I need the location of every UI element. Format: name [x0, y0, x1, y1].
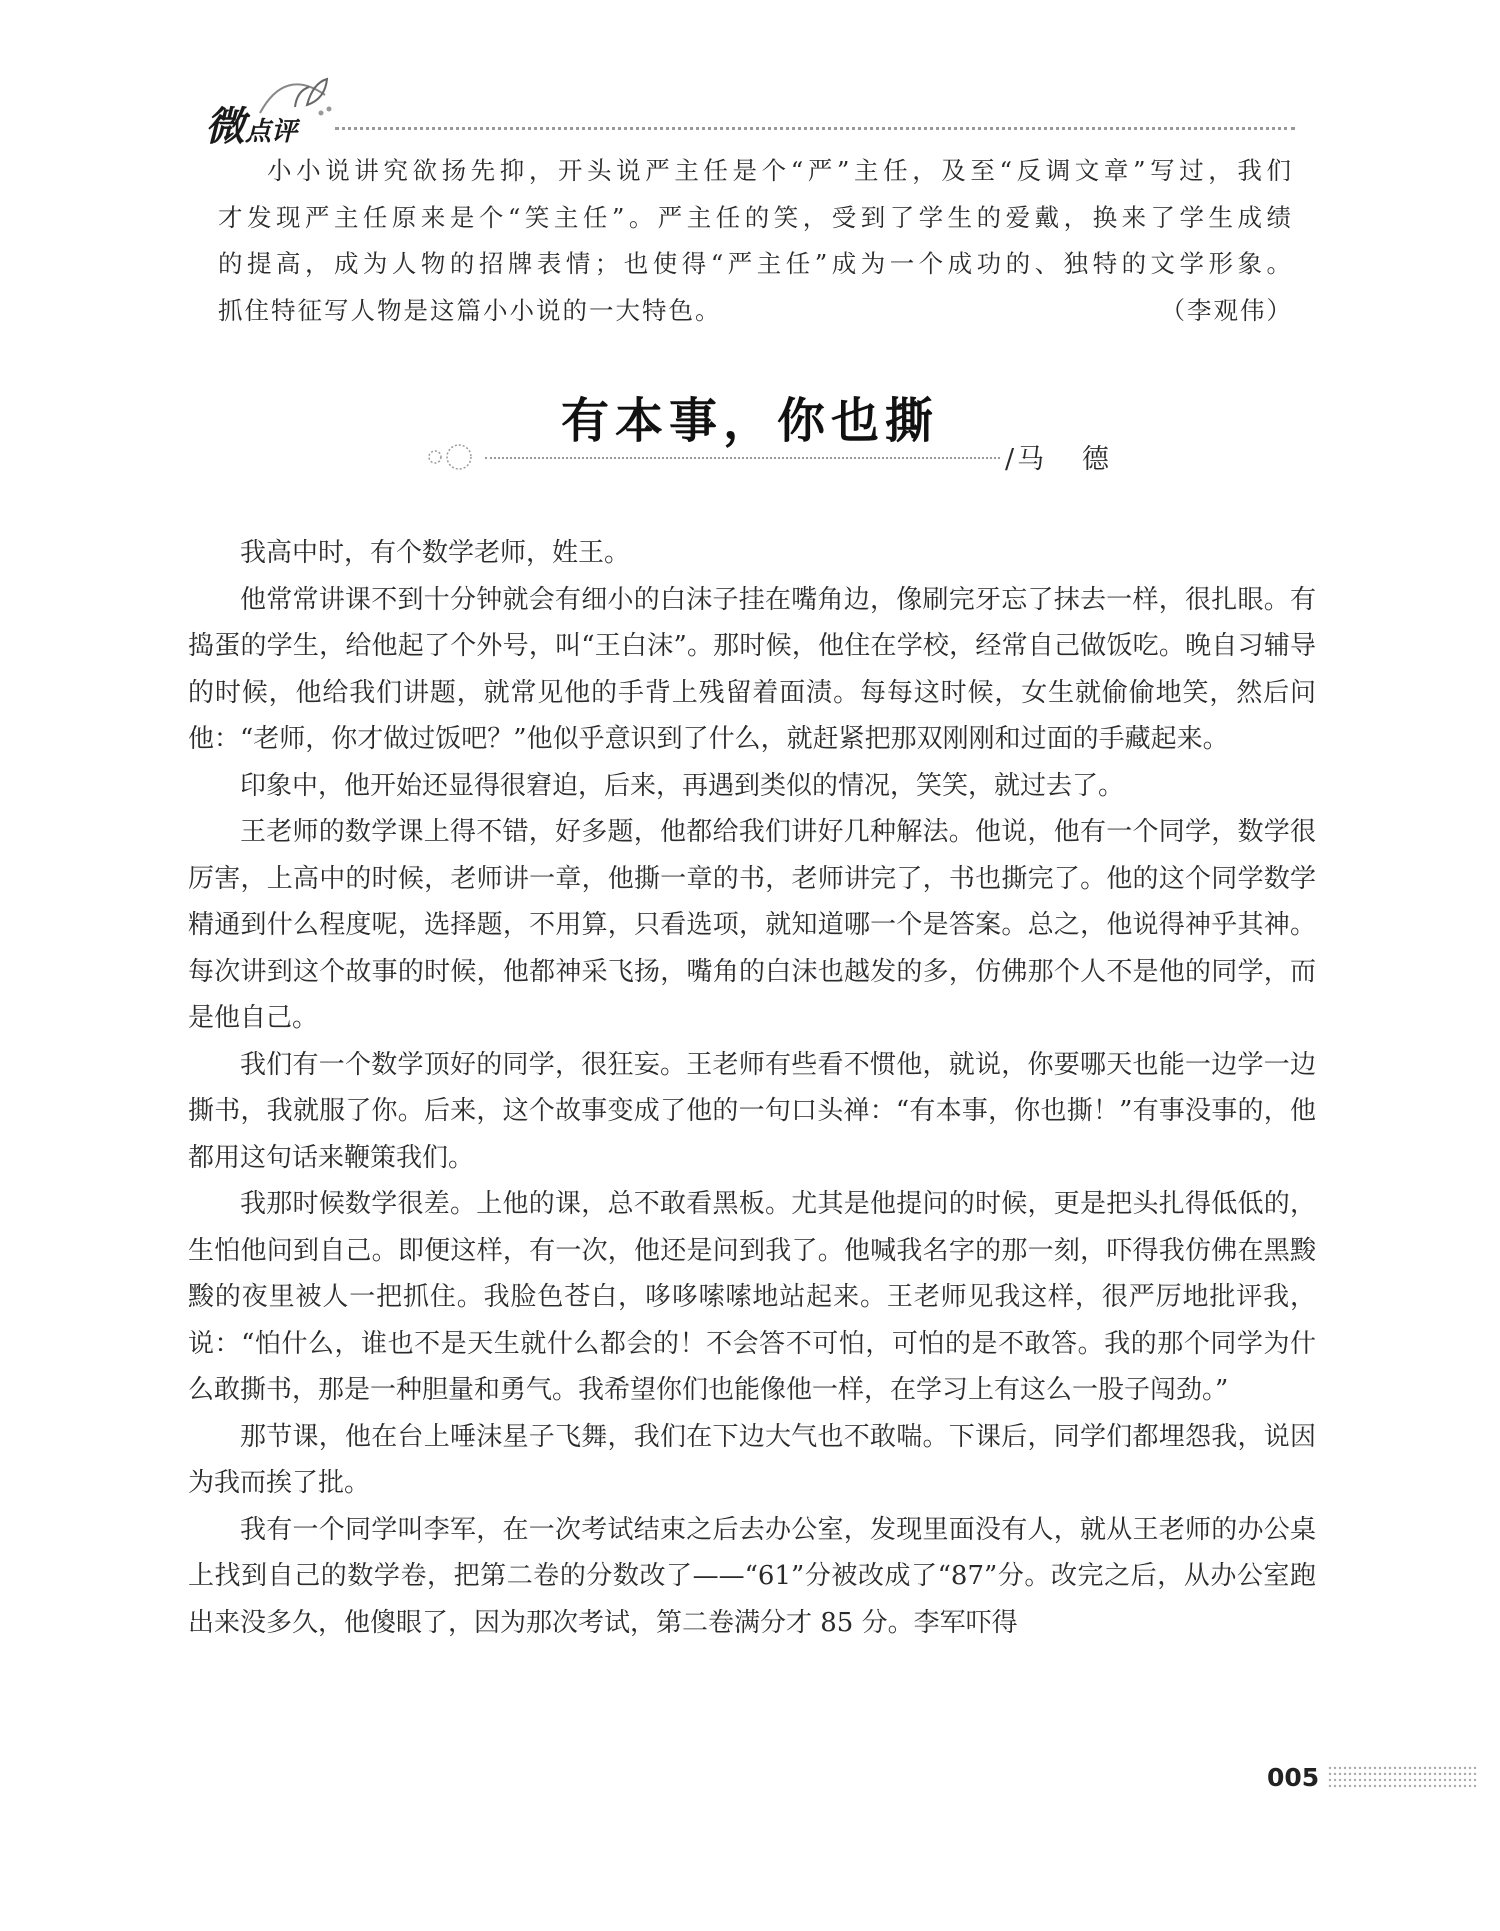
footer-dot-grid-icon	[1328, 1765, 1478, 1789]
author-byline: /马 德	[1005, 444, 1112, 475]
review-badge	[205, 95, 297, 152]
article-paragraph: 那节课，他在台上唾沫星子飞舞，我们在下边大气也不敢喘。下课后，同学们都埋怨我，说因为我而挨了批。	[188, 1421, 1316, 1498]
review-last-line	[218, 288, 1293, 335]
article-title: 有本事，你也撕	[560, 393, 939, 449]
article-paragraph: 我们有一个数学顶好的同学，很狂妄。王老师有些看不惯他，就说，你要哪天也能一边学一边撕书，我就服了你。后来，这个故事变成了他的一句口头禅：“有本事，你也撕！”有事没事的，他都用这句话来鞭策我们。	[188, 1049, 1316, 1173]
article-paragraph: 他常常讲课不到十分钟就会有细小的白沫子挂在嘴角边，像刷完牙忘了抹去一样，很扎眼。有捣蛋的学生，给他起了个外号，叫“王白沫”。那时候，他住在学校，经常自己做饭吃。晚自习辅导的时候，他给我们讲题，就常见他的手背上残留着面渍。每每这时候，女生就偷偷地笑，然后问他：“老师，你才做过饭吧？”他似乎意识到了什么，就赶紧把那双刚刚和过面的手藏起来。	[188, 584, 1316, 754]
review-badge-small: 点评	[245, 117, 298, 147]
review-line: 小小说讲究欲扬先抑，开头说严主任是个“严”主任，及至“反调文章”写过，我们	[267, 156, 1293, 185]
decorative-circles-icon	[425, 439, 485, 475]
review-line: 才发现严主任原来是个“笑主任”。严主任的笑，受到了学生的爱戴，换来了学生成绩	[218, 202, 1293, 232]
review-header	[205, 65, 1295, 150]
article-paragraph: 我高中时，有个数学老师，姓王。	[240, 538, 631, 568]
article-paragraph: 王老师的数学课上得不错，好多题，他都给我们讲好几种解法。他说，他有一个同学，数学很厉害，上高中的时候，老师讲一章，他撕一章的书，老师讲完了，书也撕完了。他的这个同学数学精通到什么程度呢，选择题，不用算，只看选项，就知道哪一个是答案。总之，他说得神乎其神。每次讲到这个故事的时候，他都神采飞扬，嘴角的白沫也越发的多，仿佛那个人不是他的同学，而是他自己。	[188, 817, 1316, 1033]
review-line: 的提高，成为人物的招牌表情；也使得“严主任”成为一个成功的、独特的文学形象。	[218, 249, 1293, 278]
article-paragraph: 我有一个同学叫李军，在一次考试结束之后去办公室，发现里面没有人，就从王老师的办公桌上找到自己的数学卷，把第二卷的分数改了——“61”分被改成了“87”分。改完之后，从办公室跑出来没多久，他傻眼了，因为那次考试，第二卷满分才 85 分。李军吓得	[188, 1514, 1316, 1638]
review-signature: （李观伟）	[1160, 295, 1293, 325]
byline-row	[425, 437, 1112, 477]
review-badge-big: 微	[205, 104, 245, 150]
article-body	[188, 530, 1316, 1646]
article-paragraph: 印象中，他开始还显得很窘迫，后来，再遇到类似的情况，笑笑，就过去了。	[240, 770, 1125, 801]
review-text	[218, 148, 1293, 334]
byline-divider	[485, 457, 1000, 459]
review-line: 抓住特征写人物是这篇小小说的一大特色。	[218, 295, 722, 325]
page-number: 005	[1267, 1763, 1320, 1792]
article-paragraph: 我那时候数学很差。上他的课，总不敢看黑板。尤其是他提问的时候，更是把头扎得低低的，生怕他问到自己。即便这样，有一次，他还是问到我了。他喊我名字的那一刻，吓得我仿佛在黑黢黢的夜里被人一把抓住。我脸色苍白，哆哆嗦嗦地站起来。王老师见我这样，很严厉地批评我，说：“怕什么，谁也不是天生就什么都会的！不会答不可怕，可怕的是不敢答。我的那个同学为什么敢撕书，那是一种胆量和勇气。我希望你们也能像他一样，在学习上有这么一股子闯劲。”	[188, 1189, 1316, 1405]
review-divider	[335, 127, 1295, 130]
